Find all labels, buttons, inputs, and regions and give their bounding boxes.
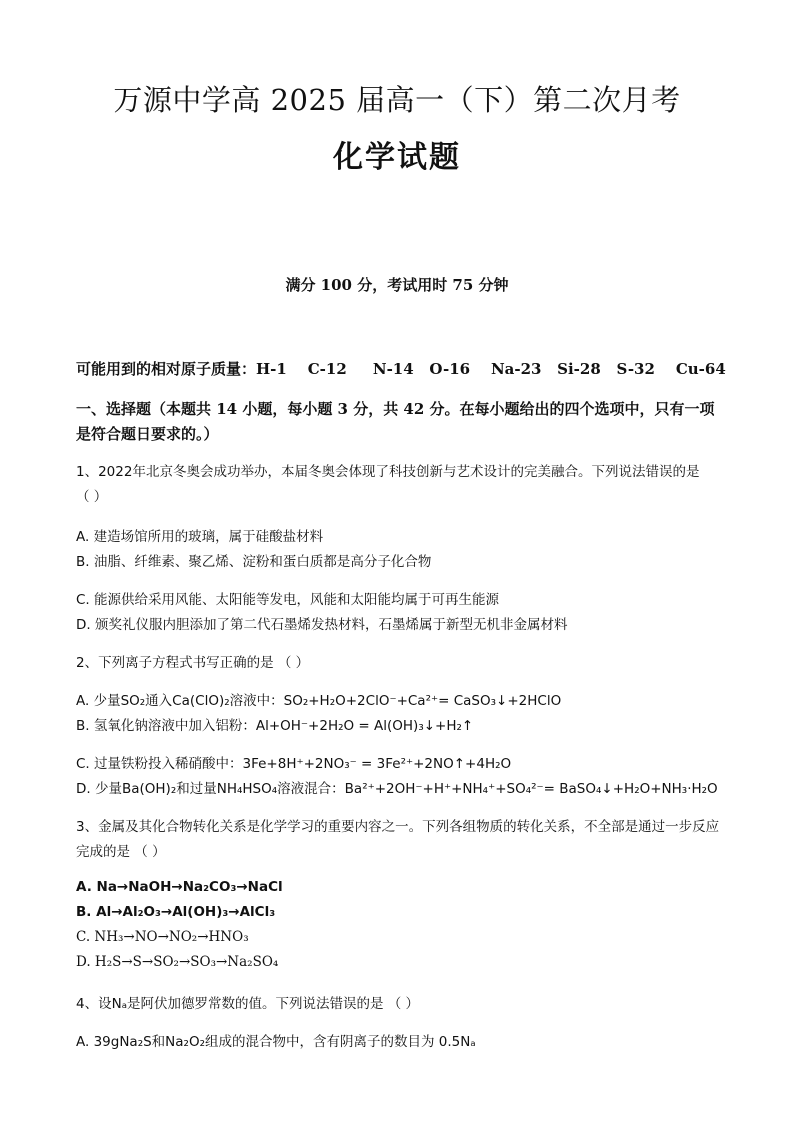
q3-stem-line1: 3、金属及其化合物转化关系是化学学习的重要内容之一。下列各组物质的转化关系，不全部是通过一步反应 — [76, 819, 720, 835]
q2-option-d: D. 少量Ba(OH)₂和过量NH₄HSO₄溶液混合：Ba²⁺+2OH⁻+H⁺+NH₄⁺+SO₄²⁻= BaSO₄↓+H₂O+NH₃·H₂O — [76, 781, 718, 797]
q1-option-c: C. 能源供给采用风能、太阳能等发电，风能和太阳能均属于可再生能源 — [76, 592, 500, 608]
q2-stem: 2、下列离子方程式书写正确的是 （ ） — [76, 655, 310, 671]
q2-option-b: B. 氢氧化钠溶液中加入铝粉：Al+OH⁻+2H₂O = Al(OH)₃↓+H₂↑ — [76, 718, 474, 734]
q4-option-a: A. 39gNa₂S和Na₂O₂组成的混合物中，含有阴离子的数目为 0.5Nₐ — [76, 1034, 476, 1050]
q2-option-c: C. 过量铁粉投入稀硝酸中：3Fe+8H⁺+2NO₃⁻ = 3Fe²⁺+2NO↑+4H₂O — [76, 756, 512, 772]
q3-option-a: A. Na→NaOH→Na₂CO₃→NaCl — [76, 879, 283, 895]
exam-meta: 满分 100 分，考试用时 75 分钟 — [285, 276, 509, 294]
q1-option-a: A. 建造场馆所用的玻璃，属于硅酸盐材料 — [76, 529, 324, 545]
q3-option-b: B. Al→Al₂O₃→Al(OH)₃→AlCl₃ — [76, 904, 276, 920]
q1-stem-line2: （ ） — [76, 489, 108, 505]
q3-option-c: C. NH₃→NO→NO₂→HNO₃ — [76, 929, 249, 945]
atomic-masses: 可能用到的相对原子质量：H-1 C-12 N-14 O-16 Na-23 Si-28 S-32 Cu-64 — [76, 360, 726, 378]
q4-stem: 4、设Nₐ是阿伏加德罗常数的值。下列说法错误的是 （ ） — [76, 996, 420, 1012]
q1-stem-line1: 1、2022年北京冬奥会成功举办，本届冬奥会体现了科技创新与艺术设计的完美融合。下列说法错误的是 — [76, 464, 700, 480]
section-heading: 一、选择题（本题共 14 小题，每小题 3 分，共 42 分。在每小题给出的四个选项中，只有一项是符合题日要求的。） — [76, 400, 715, 443]
q3-option-d: D. H₂S→S→SO₂→SO₃→Na₂SO₄ — [76, 954, 279, 970]
subject-title: 化学试题 — [333, 140, 461, 175]
q1-option-d: D. 颁奖礼仪服内胆添加了第二代石墨烯发热材料，石墨烯属于新型无机非金属材料 — [76, 617, 568, 633]
q1-option-b: B. 油脂、纤维素、聚乙烯、淀粉和蛋白质都是高分子化合物 — [76, 554, 432, 570]
q3-stem-line2: 完成的是 （ ） — [76, 844, 166, 860]
exam-title: 万源中学高 2025 届高一（下）第二次月考 — [113, 83, 681, 117]
q2-option-a: A. 少量SO₂通入Ca(ClO)₂溶液中：SO₂+H₂O+2ClO⁻+Ca²⁺= CaSO₃↓+2HClO — [76, 693, 562, 709]
